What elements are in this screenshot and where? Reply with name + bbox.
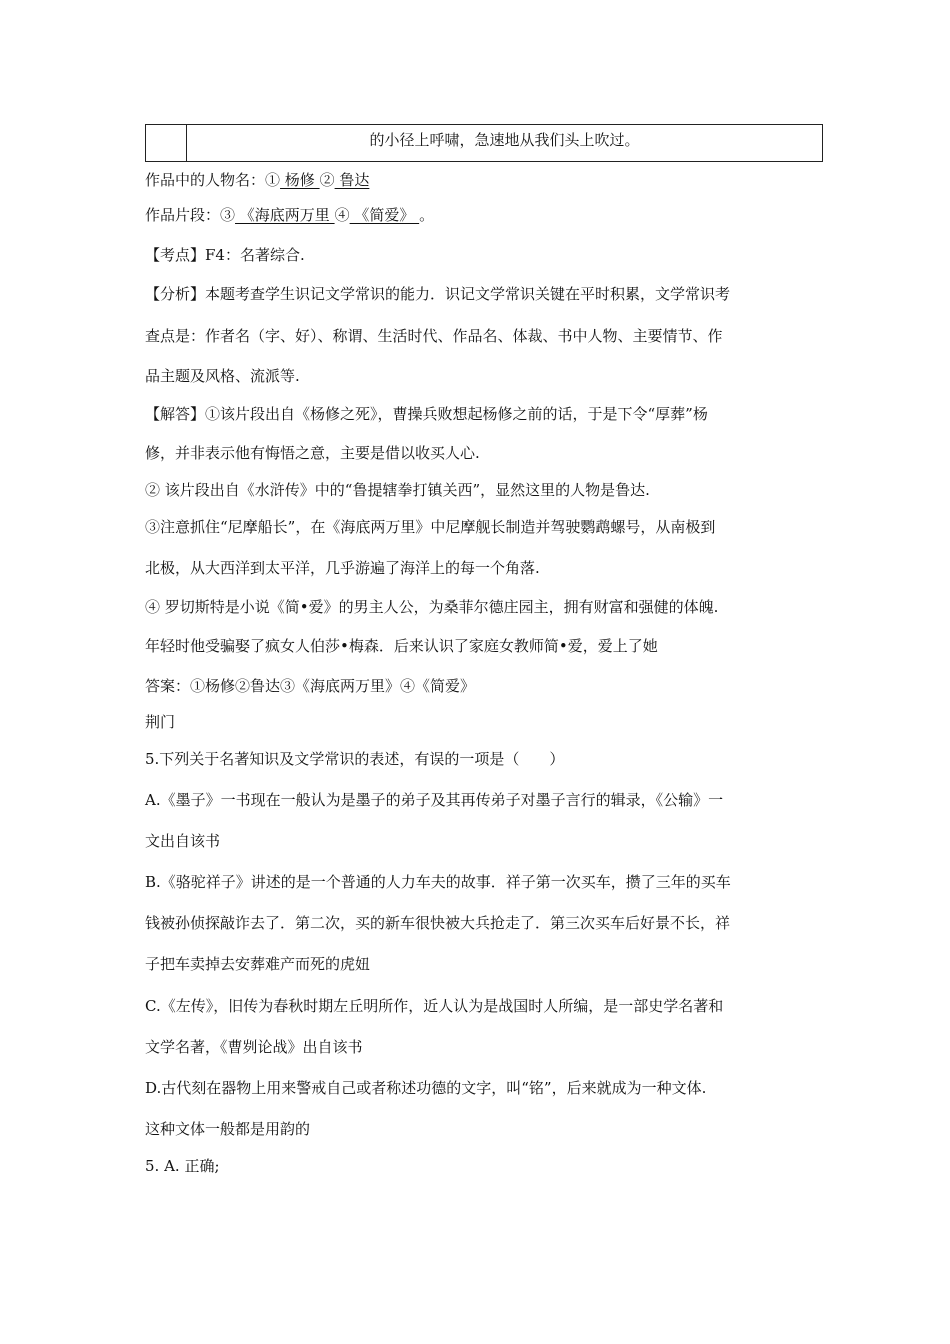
text-line: 修，并非表示他有悔悟之意，主要是借以收买人心. — [145, 444, 480, 462]
table-left-cell — [146, 125, 187, 161]
text-line: 答案：①杨修②鲁达③《海底两万里》④《简爱》 — [145, 677, 476, 695]
text-line: 文出自该书 — [145, 832, 221, 850]
text-line: 品主题及风格、流派等. — [145, 367, 300, 385]
text-line: A.《墨子》一书现在一般认为是墨子的弟子及其再传弟子对墨子言行的辑录，《公输》一 — [145, 791, 724, 809]
text-line: 荆门 — [145, 713, 176, 731]
text-line: ② 该片段出自《水浒传》中的“鲁提辖拳打镇关西”，显然这里的人物是鲁达. — [145, 481, 650, 499]
answer-1: 杨修 — [280, 171, 320, 189]
text-line: 子把车卖掉去安葬难产而死的虎妞 — [145, 955, 371, 973]
text-line: 查点是：作者名（字、好）、称谓、生活时代、作品名、体裁、书中人物、主要情节、作 — [145, 327, 723, 345]
answer-3: 《海底两万里 — [235, 206, 335, 224]
text-line: D.古代刻在器物上用来警戒自己或者称述功德的文字，叫“铭”，后来就成为一种文体. — [145, 1079, 707, 1097]
text-line: 钱被孙侦探敲诈去了．第二次，买的新车很快被大兵抢走了．第三次买车后好景不长，祥 — [145, 914, 731, 932]
answer-4: 《简爱》 — [349, 206, 420, 224]
characters-label: 作品中的人物名： — [145, 171, 266, 189]
text-line: 5. A. 正确; — [145, 1157, 220, 1175]
text-line: C.《左传》，旧传为春秋时期左丘明所作，近人认为是战国时人所编，是一部史学名著和 — [145, 997, 724, 1015]
text-line: 【分析】本题考查学生识记文学常识的能力．识记文学常识关键在平时积累，文学常识考 — [145, 285, 731, 303]
marker-1: ① — [265, 171, 281, 189]
excerpts-line — [145, 205, 845, 225]
text-line: 文学名著，《曹刿论战》出自该书 — [145, 1038, 363, 1056]
text-line: ③注意抓住“尼摩船长”，在《海底两万里》中尼摩舰长制造并驾驶鹦鹉螺号，从南极到 — [145, 518, 716, 536]
text-line: B.《骆驼祥子》讲述的是一个普通的人力车夫的故事．祥子第一次买车，攒了三年的买车 — [145, 873, 731, 891]
text-line: 这种文体一般都是用韵的 — [145, 1120, 311, 1138]
excerpts-label: 作品片段： — [145, 206, 221, 224]
table-fragment — [145, 124, 823, 162]
marker-3: ③ — [220, 206, 236, 224]
text-line: 年轻时他受骗娶了疯女人伯莎•梅森．后来认识了家庭女教师简•爱，爱上了她 — [145, 637, 658, 655]
marker-4: ④ — [334, 206, 350, 224]
characters-line — [145, 170, 845, 190]
answer-2: 鲁达 — [334, 171, 370, 189]
text-line: 【解答】①该片段出自《杨修之死》，曹操兵败想起杨修之前的话，于是下令“厚葬”杨 — [145, 405, 708, 423]
table-text-cell: 的小径上呼啸，急速地从我们头上吹过。 — [369, 131, 640, 149]
text-line: 北极，从大西洋到太平洋，几乎游遍了海洋上的每一个角落. — [145, 559, 540, 577]
text-line: ④ 罗切斯特是小说《简•爱》的男主人公，为桑菲尔德庄园主，拥有财富和强健的体魄. — [145, 598, 719, 616]
marker-2: ② — [319, 171, 335, 189]
text-line: 【考点】F4：名著综合. — [145, 246, 305, 264]
excerpts-end: 。 — [419, 206, 435, 224]
text-line: 5.下列关于名著知识及文学常识的表述，有误的一项是（ ） — [145, 750, 565, 768]
